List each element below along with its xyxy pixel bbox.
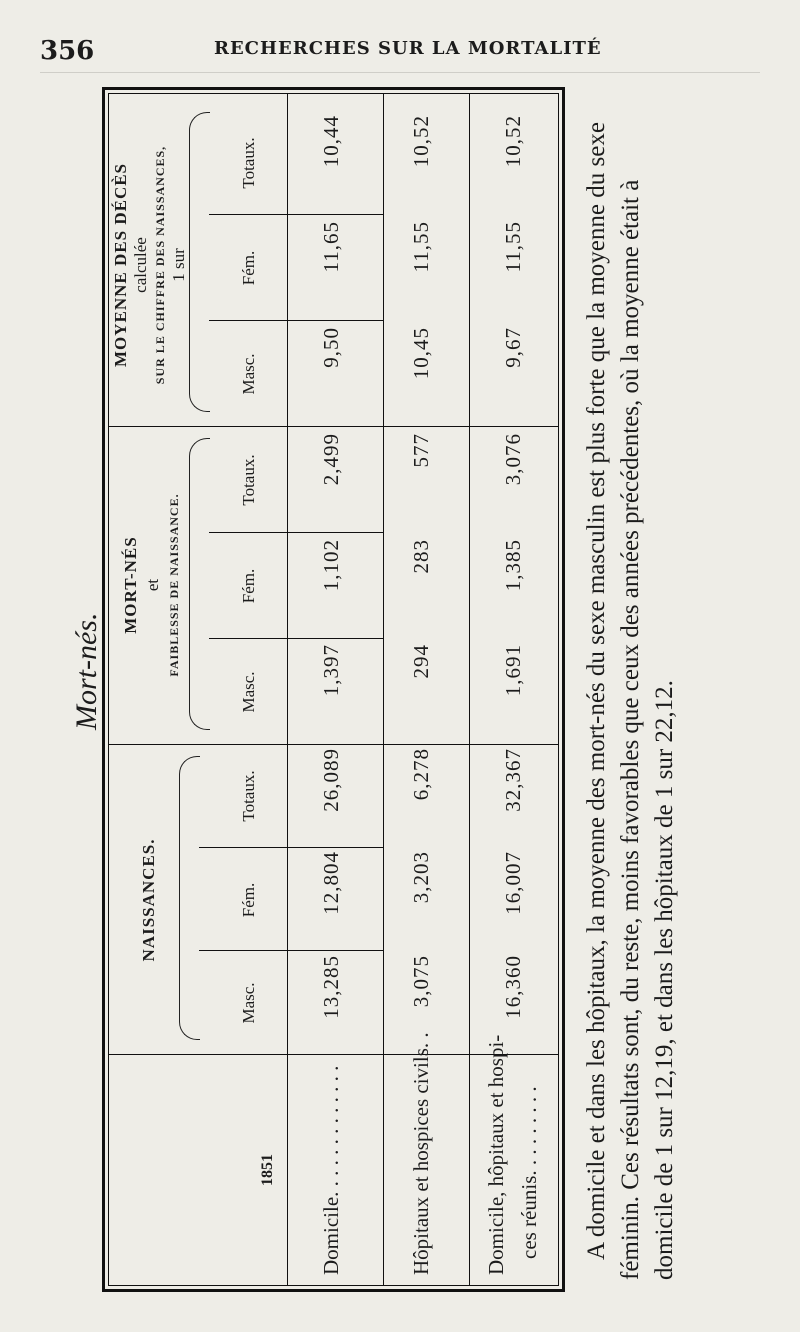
row-rule-2 bbox=[469, 94, 470, 1285]
row-label-reunis-line1: Domicile, hôpitaux et hospi- bbox=[484, 1034, 508, 1275]
table-cell: 1,397 bbox=[319, 644, 343, 697]
col-label-naissances-fem: Fém. bbox=[239, 882, 258, 918]
brace-moyenne bbox=[189, 112, 210, 412]
row-rule-1 bbox=[383, 94, 384, 1285]
group-separator-1 bbox=[109, 744, 558, 745]
table-cell: 26,089 bbox=[319, 748, 343, 812]
col-label-naissances-totaux: Totaux. bbox=[239, 770, 258, 822]
table-cell: 9,67 bbox=[501, 327, 525, 368]
table-inner-frame bbox=[108, 93, 559, 1286]
header-rule bbox=[40, 72, 760, 73]
group-moyenne-calculee: calculée bbox=[131, 237, 150, 293]
table-cell: 1,691 bbox=[501, 644, 525, 697]
table-cell: 9,50 bbox=[319, 327, 343, 368]
col-label-moyenne-fem: Fém. bbox=[239, 250, 258, 286]
table-cell: 294 bbox=[409, 644, 433, 679]
table-cell: 10,45 bbox=[409, 327, 433, 380]
table-cell: 16,360 bbox=[501, 955, 525, 1019]
table-cell: 6,278 bbox=[409, 748, 433, 801]
table-cell: 11,55 bbox=[409, 221, 433, 273]
table-cell: 10,52 bbox=[409, 115, 433, 168]
col-label-mort-nes-fem: Fém. bbox=[239, 568, 258, 604]
col-label-mort-nes-masc: Masc. bbox=[239, 671, 258, 713]
table-cell: 32,367 bbox=[501, 748, 525, 812]
col-label-moyenne-masc: Masc. bbox=[239, 353, 258, 395]
col-separator bbox=[199, 950, 287, 951]
running-title: RECHERCHES SUR LA MORTALITÉ bbox=[214, 38, 602, 59]
table-cell: 1,385 bbox=[501, 539, 525, 592]
page-number: 356 bbox=[40, 36, 95, 66]
col-separator bbox=[287, 847, 383, 848]
group-mort-nes-et: et bbox=[143, 578, 162, 592]
table-cell: 3,076 bbox=[501, 433, 525, 486]
group-separator-2 bbox=[109, 426, 558, 427]
row-label-domicile: Domicile. . . . . . . . . . . . . bbox=[319, 1065, 343, 1275]
table-year: 1851 bbox=[259, 1154, 276, 1186]
table-cell: 12,804 bbox=[319, 851, 343, 915]
body-top-rule bbox=[287, 94, 288, 1285]
col-label-moyenne-totaux: Totaux. bbox=[239, 137, 258, 189]
table-cell: 10,44 bbox=[319, 115, 343, 168]
table-cell: 11,55 bbox=[501, 221, 525, 273]
rotated-content bbox=[40, 85, 680, 1300]
table-cell: 13,285 bbox=[319, 955, 343, 1019]
body-paragraph-text: A domicile et dans les hôpitaux, la moyenne des mort-nés du sexe masculin est plus forte que la moyenne du sexe féminin. Ces résultats sont, du reste, moins favorables que ceux des années précédentes, où la moyenne était à domicile de 1 sur 12,19, et dans les hôpitaux de 1 sur 22,12. bbox=[583, 122, 678, 1280]
table-cell: 16,007 bbox=[501, 851, 525, 915]
table-cell: 10,52 bbox=[501, 115, 525, 168]
col-separator bbox=[287, 950, 383, 951]
col-separator bbox=[287, 638, 383, 639]
col-separator bbox=[287, 532, 383, 533]
table-cell: 11,65 bbox=[319, 221, 343, 273]
brace-naissances bbox=[179, 756, 200, 1040]
table-cell: 283 bbox=[409, 539, 433, 574]
group-mort-nes-title: MORT-NÉS bbox=[121, 536, 140, 634]
group-moyenne-title: MOYENNE DES DÉCÈS bbox=[111, 162, 130, 368]
body-paragraph bbox=[580, 100, 682, 1280]
table-cell: 3,203 bbox=[409, 851, 433, 904]
col-separator bbox=[209, 638, 287, 639]
col-label-naissances-masc: Masc. bbox=[239, 982, 258, 1024]
group-mort-nes-sub: FAIBLESSE DE NAISSANCE. bbox=[167, 493, 181, 677]
col-separator bbox=[199, 847, 287, 848]
table-cell: 2,499 bbox=[319, 433, 343, 486]
col-label-mort-nes-totaux: Totaux. bbox=[239, 454, 258, 506]
group-moyenne-ratio: 1 sur bbox=[169, 248, 188, 282]
col-separator bbox=[209, 320, 287, 321]
row-label-reunis-line2: ces réunis. . . . . . . . . bbox=[517, 1086, 541, 1259]
brace-mort-nes bbox=[189, 438, 210, 730]
group-moyenne-sub: SUR LE CHIFFRE DES NAISSANCES, bbox=[153, 145, 167, 385]
group-naissances: NAISSANCES. bbox=[139, 838, 158, 962]
table-cell: 3,075 bbox=[409, 955, 433, 1008]
col-separator bbox=[209, 532, 287, 533]
col-separator bbox=[287, 214, 383, 215]
section-title: Mort-nés. bbox=[70, 612, 103, 730]
col-separator bbox=[287, 320, 383, 321]
mortality-table bbox=[102, 87, 565, 1292]
col-separator bbox=[209, 214, 287, 215]
table-cell: 1,102 bbox=[319, 539, 343, 592]
row-label-hopitaux: Hôpitaux et hospices civils. . bbox=[409, 1032, 433, 1275]
table-cell: 577 bbox=[409, 433, 433, 468]
